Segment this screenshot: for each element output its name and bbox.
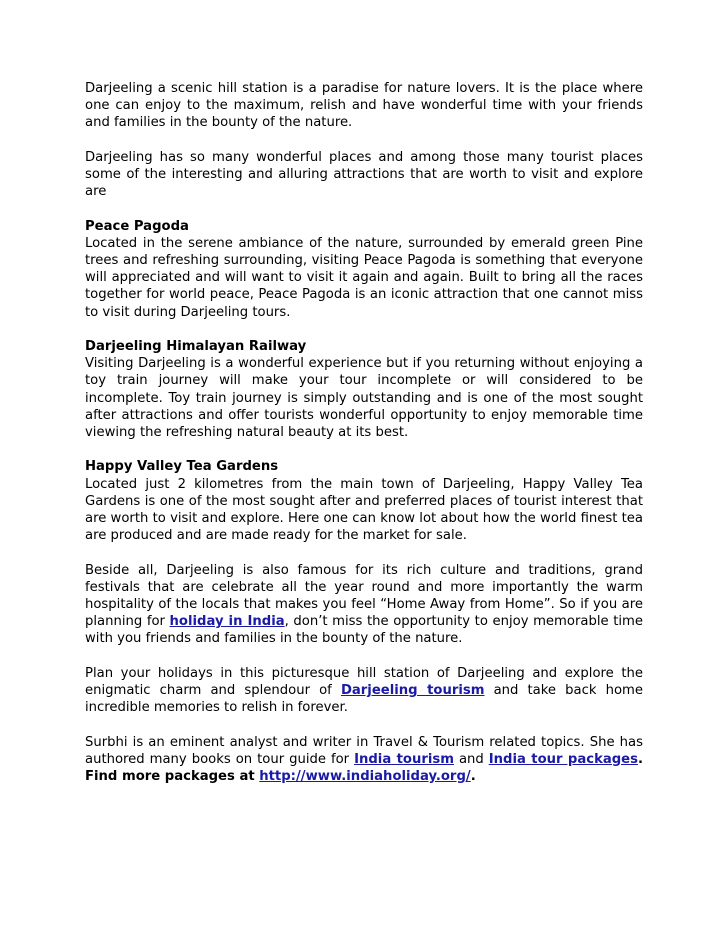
section-peace-pagoda [85,218,643,321]
author-text-1: Surbhi is an eminent analyst and writer in Travel & Tourism related topics. She has authored many books on tour guide for [85,734,643,767]
document-page [85,80,643,802]
culture-text-after: , don’t miss the opportunity to enjoy memorable time with you friends and families in the bounty of the nature. [85,614,643,647]
section-body-himalayan-railway: Visiting Darjeeling is a wonderful experience but if you returning without enjoying a toy train journey will make your tour incomplete or will considered to be incomplete. Toy train journey is simply outstanding and is one of the most sought after attractions and offer tourists wonderful opportunity to enjoy memorable time viewing the refreshing natural beauty at its best. [85,356,643,441]
author-text-3: . Find more packages at [85,751,643,785]
darjeeling-tourism-link[interactable]: Darjeeling tourism [340,683,485,699]
section-body-peace-pagoda: Located in the serene ambiance of the nature, surrounded by emerald green Pine trees and refreshing surrounding, visiting Peace Pagoda is something that everyone will appreciated and will want to visit it again and again. Built to bring all the races together for world peace, Peace Pagoda is an iconic attraction that one cannot miss to visit during Darjeeling tours. [85,235,643,320]
indiaholiday-url-link[interactable]: http://www.indiaholiday.org/ [259,769,471,785]
author-text-4: . [470,769,476,785]
culture-paragraph [85,562,643,648]
india-tourism-link[interactable]: India tourism [354,751,454,767]
section-heading-happy-valley: Happy Valley Tea Gardens [85,459,279,475]
author-paragraph [85,734,643,786]
intro-paragraph-1: Darjeeling a scenic hill station is a paradise for nature lovers. It is the place where one can enjoy to the maximum, relish and have wonderful time with your friends and families in the bounty of the nature. [85,81,643,131]
section-heading-himalayan-railway: Darjeeling Himalayan Railway [85,339,307,354]
section-heading-peace-pagoda: Peace Pagoda [85,218,189,234]
culture-text-before: Beside all, Darjeeling is also famous for its rich culture and traditions, grand festivals that are celebrate all the year round and more importantly the warm hospitality of the locals that makes you feel “Home Away from Home”. So if you are planning for [85,562,643,630]
section-happy-valley [85,458,643,544]
plan-text-before: Plan your holidays in this picturesque hill station of Darjeeling and explore the enigmatic charm and splendour of [85,665,643,699]
section-himalayan-railway [85,338,643,441]
india-tour-packages-link[interactable]: India tour packages [488,751,638,767]
section-body-happy-valley: Located just 2 kilometres from the main town of Darjeeling, Happy Valley Tea Gardens is one of the most sought after and preferred places of tourist interest that are worth to visit and explore. Here one can know lot about how the world finest tea are produced and are made ready for the market for sale. [85,476,643,544]
plan-text-after: and take back home incredible memories to relish in forever. [85,683,643,716]
author-text-2: and [453,751,489,767]
plan-paragraph [85,665,643,717]
intro-paragraph-2: Darjeeling has so many wonderful places and among those many tourist places some of the interesting and alluring attractions that are worth to visit and explore are [85,149,643,200]
holiday-in-india-link[interactable]: holiday in India [169,614,285,630]
